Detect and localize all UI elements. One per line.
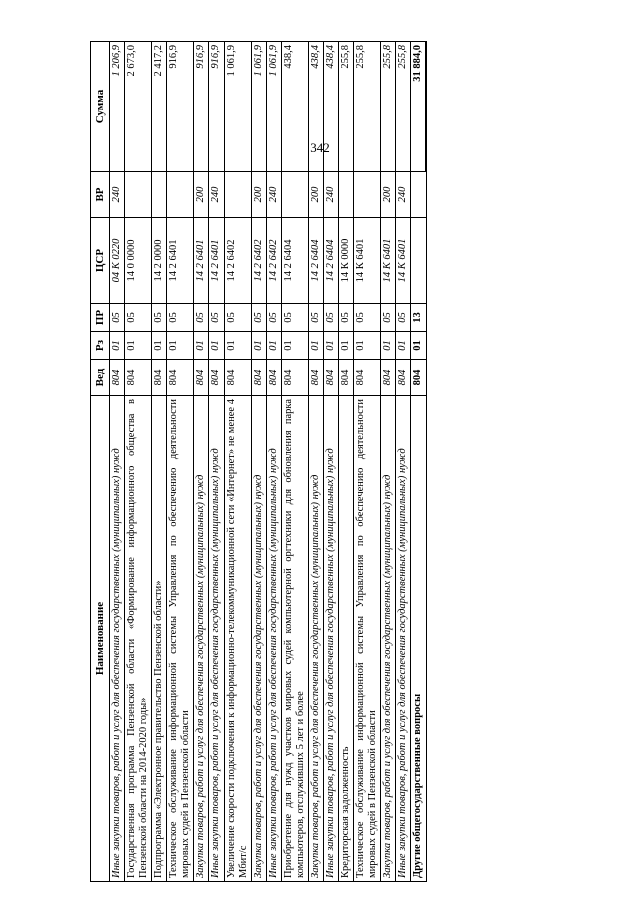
cell-pr: 13 <box>411 304 427 332</box>
cell-rz: 01 <box>209 332 224 360</box>
cell-sum: 255,8 <box>354 42 381 172</box>
header-csr: ЦСР <box>91 218 110 304</box>
cell-rz: 01 <box>339 332 354 360</box>
cell-pr: 05 <box>381 304 396 332</box>
table-row <box>266 42 281 882</box>
cell-ved: 804 <box>167 360 194 396</box>
cell-ved: 804 <box>194 360 209 396</box>
cell-pr: 05 <box>125 304 152 332</box>
cell-vr <box>152 172 167 218</box>
cell-pr: 05 <box>396 304 411 332</box>
cell-csr: 14 2 6401 <box>167 218 194 304</box>
cell-name: Закупка товаров, работ и услуг для обеспечения государственных (муниципальных) нужд <box>308 396 323 882</box>
cell-name: Закупка товаров, работ и услуг для обеспечения государственных (муниципальных) нужд <box>381 396 396 882</box>
cell-ved: 804 <box>224 360 251 396</box>
table-row <box>308 42 323 882</box>
header-rz: Рз <box>91 332 110 360</box>
cell-ved: 804 <box>251 360 266 396</box>
cell-pr: 05 <box>209 304 224 332</box>
cell-ved: 804 <box>281 360 308 396</box>
cell-pr: 05 <box>167 304 194 332</box>
cell-sum: 1 061,9 <box>224 42 251 172</box>
table-row <box>167 42 194 882</box>
table-row <box>339 42 354 882</box>
cell-vr <box>411 172 427 218</box>
cell-name: Кредиторская задолженность <box>339 396 354 882</box>
cell-name: Иные закупки товаров, работ и услуг для обеспечения государственных (муниципальных) нужд <box>110 396 125 882</box>
cell-rz: 01 <box>224 332 251 360</box>
cell-csr: 14 2 6401 <box>194 218 209 304</box>
cell-name: Техническое обслуживание информационной системы Управления по обеспечению деятельности мировых судей в Пензенской области <box>167 396 194 882</box>
cell-rz: 01 <box>266 332 281 360</box>
cell-pr: 05 <box>323 304 338 332</box>
cell-vr <box>167 172 194 218</box>
cell-vr <box>339 172 354 218</box>
cell-vr: 200 <box>251 172 266 218</box>
cell-sum: 1 061,9 <box>266 42 281 172</box>
cell-csr: 14 2 6404 <box>308 218 323 304</box>
cell-sum: 438,4 <box>281 42 308 172</box>
cell-sum: 255,8 <box>339 42 354 172</box>
cell-rz: 01 <box>396 332 411 360</box>
cell-vr: 200 <box>308 172 323 218</box>
cell-vr: 200 <box>194 172 209 218</box>
cell-rz: 01 <box>110 332 125 360</box>
table-row <box>411 42 427 882</box>
cell-pr: 05 <box>354 304 381 332</box>
cell-pr: 05 <box>266 304 281 332</box>
cell-vr: 240 <box>396 172 411 218</box>
cell-name: Другие общегосударственные вопросы <box>411 396 427 882</box>
header-pr: ПР <box>91 304 110 332</box>
table-body <box>110 42 427 882</box>
cell-ved: 804 <box>125 360 152 396</box>
header-name: Наименование <box>91 396 110 882</box>
cell-vr: 240 <box>110 172 125 218</box>
table-row <box>194 42 209 882</box>
cell-pr: 05 <box>339 304 354 332</box>
cell-rz: 01 <box>125 332 152 360</box>
cell-sum: 1 061,9 <box>251 42 266 172</box>
rotated-table-inner <box>90 42 560 882</box>
table-row <box>281 42 308 882</box>
cell-name: Приобретение для нужд участков мировых судей компьютерной оргтехники для обновления парка компьютеров, отслуживших 5 лет и более <box>281 396 308 882</box>
table-row <box>354 42 381 882</box>
table-row <box>396 42 411 882</box>
cell-rz: 01 <box>308 332 323 360</box>
header-ved: Вед <box>91 360 110 396</box>
cell-csr: 14 2 0000 <box>152 218 167 304</box>
cell-csr: 14 2 6402 <box>266 218 281 304</box>
cell-name: Подпрограмма «Электронное правительство Пензенской области» <box>152 396 167 882</box>
table-row <box>381 42 396 882</box>
table-row <box>224 42 251 882</box>
cell-vr: 240 <box>266 172 281 218</box>
budget-table <box>90 41 427 882</box>
table-row <box>209 42 224 882</box>
cell-pr: 05 <box>281 304 308 332</box>
cell-vr <box>125 172 152 218</box>
cell-pr: 05 <box>224 304 251 332</box>
header-vr: ВР <box>91 172 110 218</box>
cell-ved: 804 <box>110 360 125 396</box>
cell-sum: 916,9 <box>167 42 194 172</box>
cell-name: Иные закупки товаров, работ и услуг для обеспечения государственных (муниципальных) нужд <box>323 396 338 882</box>
cell-sum: 916,9 <box>209 42 224 172</box>
cell-ved: 804 <box>381 360 396 396</box>
cell-sum: 1 206,9 <box>110 42 125 172</box>
cell-csr: 14 К 6401 <box>354 218 381 304</box>
cell-rz: 01 <box>194 332 209 360</box>
table-row <box>125 42 152 882</box>
cell-ved: 804 <box>266 360 281 396</box>
cell-rz: 01 <box>323 332 338 360</box>
cell-sum: 438,4 <box>323 42 338 172</box>
cell-vr: 240 <box>323 172 338 218</box>
cell-csr: 14 К 0000 <box>339 218 354 304</box>
cell-rz: 01 <box>411 332 427 360</box>
table-row <box>251 42 266 882</box>
rotated-table-frame <box>90 42 560 882</box>
cell-pr: 05 <box>308 304 323 332</box>
cell-ved: 804 <box>396 360 411 396</box>
cell-rz: 01 <box>281 332 308 360</box>
cell-csr: 14 2 6402 <box>251 218 266 304</box>
cell-pr: 05 <box>152 304 167 332</box>
cell-csr: 14 2 6401 <box>209 218 224 304</box>
cell-name: Закупка товаров, работ и услуг для обеспечения государственных (муниципальных) нужд <box>251 396 266 882</box>
header-sum: Сумма <box>91 42 110 172</box>
cell-vr <box>281 172 308 218</box>
cell-rz: 01 <box>354 332 381 360</box>
cell-csr: 14 2 6402 <box>224 218 251 304</box>
cell-vr <box>354 172 381 218</box>
cell-pr: 05 <box>110 304 125 332</box>
cell-csr: 14 К 6401 <box>396 218 411 304</box>
cell-csr <box>411 218 427 304</box>
cell-name: Иные закупки товаров, работ и услуг для обеспечения государственных (муниципальных) нужд <box>209 396 224 882</box>
cell-sum: 31 884,0 <box>411 42 427 172</box>
cell-pr: 05 <box>251 304 266 332</box>
cell-rz: 01 <box>152 332 167 360</box>
page-number: 342 <box>310 140 330 155</box>
cell-sum: 2 417,2 <box>152 42 167 172</box>
cell-name: Увеличение скорости подключения к информационно-телекоммуникационной сети «Интернет» не менее 4 Мбит/с <box>224 396 251 882</box>
cell-rz: 01 <box>251 332 266 360</box>
table-row <box>323 42 338 882</box>
cell-vr: 200 <box>381 172 396 218</box>
cell-ved: 804 <box>339 360 354 396</box>
cell-sum: 255,8 <box>381 42 396 172</box>
cell-ved: 804 <box>209 360 224 396</box>
cell-name: Государственная программа Пензенской области «Формирование информационного общества в Пензенской области на 2014-2020 годы» <box>125 396 152 882</box>
table-header-row <box>91 42 110 882</box>
cell-rz: 01 <box>381 332 396 360</box>
cell-csr: 14 2 6404 <box>323 218 338 304</box>
cell-sum: 438,4 <box>308 42 323 172</box>
cell-ved: 804 <box>354 360 381 396</box>
cell-sum: 255,8 <box>396 42 411 172</box>
cell-name: Иные закупки товаров, работ и услуг для обеспечения государственных (муниципальных) нужд <box>266 396 281 882</box>
cell-csr: 14 0 0000 <box>125 218 152 304</box>
cell-vr: 240 <box>209 172 224 218</box>
cell-csr: 04 К 0220 <box>110 218 125 304</box>
cell-ved: 804 <box>323 360 338 396</box>
table-row <box>110 42 125 882</box>
cell-ved: 804 <box>411 360 427 396</box>
cell-name: Техническое обслуживание информационной системы Управления по обеспечению деятельности мировых судей в Пензенской области <box>354 396 381 882</box>
cell-name: Иные закупки товаров, работ и услуг для обеспечения государственных (муниципальных) нужд <box>396 396 411 882</box>
table-row <box>152 42 167 882</box>
cell-name: Закупка товаров, работ и услуг для обеспечения государственных (муниципальных) нужд <box>194 396 209 882</box>
cell-csr: 14 2 6404 <box>281 218 308 304</box>
cell-csr: 14 К 6401 <box>381 218 396 304</box>
cell-rz: 01 <box>167 332 194 360</box>
cell-ved: 804 <box>152 360 167 396</box>
cell-vr <box>224 172 251 218</box>
cell-pr: 05 <box>194 304 209 332</box>
cell-sum: 916,9 <box>194 42 209 172</box>
cell-ved: 804 <box>308 360 323 396</box>
cell-sum: 2 673,0 <box>125 42 152 172</box>
